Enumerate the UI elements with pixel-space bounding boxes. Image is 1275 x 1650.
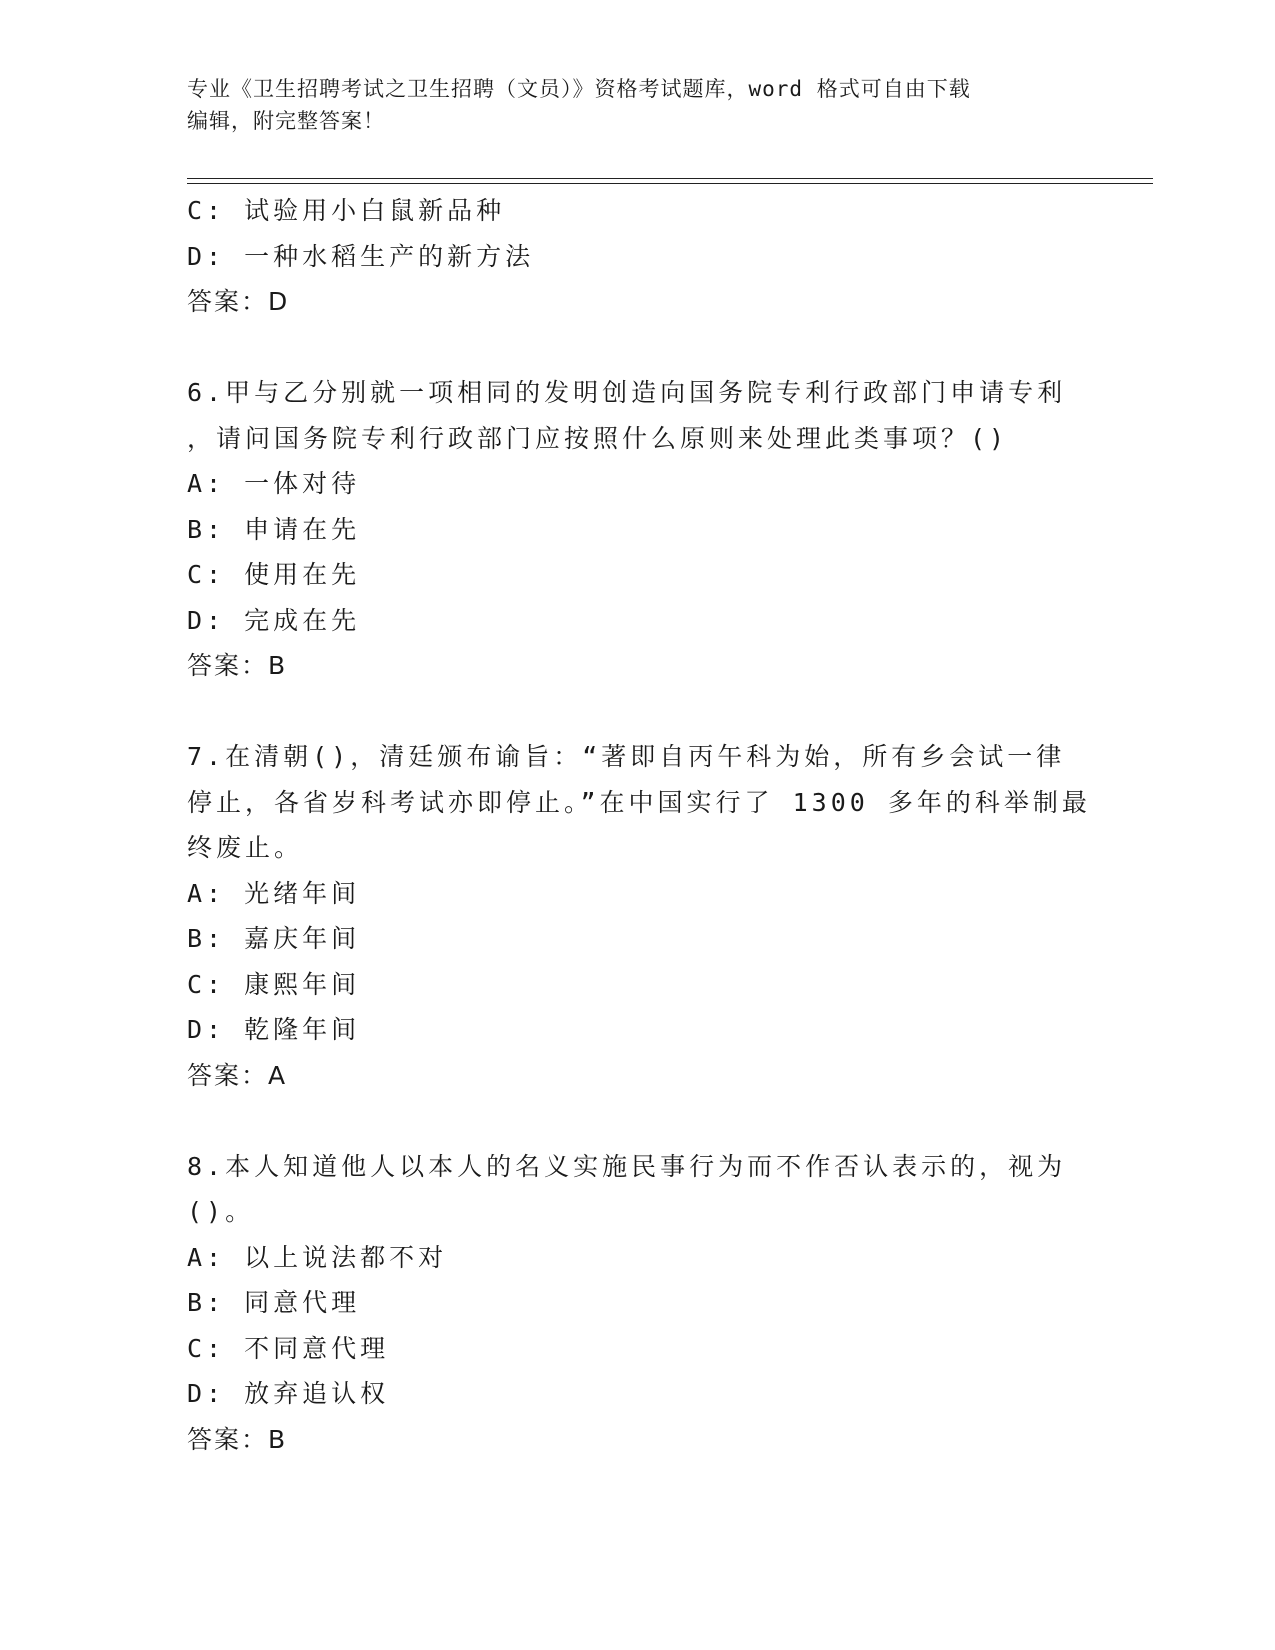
spacer: [187, 689, 1087, 735]
option-c: C: 试验用小白鼠新品种: [187, 196, 506, 225]
option-b: B: 嘉庆年间: [187, 924, 361, 953]
spacer: [187, 1098, 1087, 1144]
document-header: [187, 73, 1067, 137]
option-d: D: 一种水稻生产的新方法: [187, 241, 535, 271]
header-rule-bottom: [187, 183, 1153, 184]
document-body: [187, 188, 1091, 1462]
option-d: D: 放弃追认权: [187, 1379, 390, 1408]
question-6: [187, 370, 1087, 689]
header-line-2: 编辑，附完整答案！: [187, 109, 385, 133]
question-text: ()。: [187, 1197, 255, 1226]
option-c: C: 不同意代理: [187, 1333, 390, 1363]
header-rule-top: [187, 178, 1153, 179]
answer: 答案：A: [187, 1060, 288, 1090]
option-a: A: 光绪年间: [187, 878, 361, 908]
header-line-1: 专业《卫生招聘考试之卫生招聘（文员）》资格考试题库，word 格式可自由下载: [187, 77, 971, 101]
option-a: A: 一体对待: [187, 469, 361, 498]
option-b: B: 申请在先: [187, 514, 361, 544]
option-b: B: 同意代理: [187, 1288, 361, 1317]
question-text: ，请问国务院专利行政部门应按照什么原则来处理此类事项？(): [187, 423, 1009, 453]
option-d: D: 完成在先: [187, 605, 361, 635]
option-a: A: 以上说法都不对: [187, 1242, 448, 1272]
option-d: D: 乾隆年间: [187, 1015, 361, 1044]
question-text: 7.在清朝()，清廷颁布谕旨：“著即自丙午科为始，所有乡会试一律: [187, 742, 1066, 771]
answer: 答案：B: [187, 1424, 288, 1454]
question-5-continued: [187, 188, 1087, 325]
option-c: C: 使用在先: [187, 560, 361, 589]
question-text: 6.甲与乙分别就一项相同的发明创造向国务院专利行政部门申请专利: [187, 378, 1067, 407]
answer: 答案：D: [187, 287, 290, 316]
spacer: [187, 325, 1087, 371]
question-text: 8.本人知道他人以本人的名义实施民事行为而不作否认表示的，视为: [187, 1151, 1067, 1181]
question-text: 终废止。: [187, 833, 304, 862]
question-text: 停止，各省岁科考试亦即停止。”在中国实行了 1300 多年的科举制最: [187, 787, 1091, 817]
question-8: [187, 1144, 1087, 1463]
answer: 答案：B: [187, 651, 288, 680]
option-c: C: 康熙年间: [187, 969, 361, 999]
question-7: [187, 734, 1091, 1098]
